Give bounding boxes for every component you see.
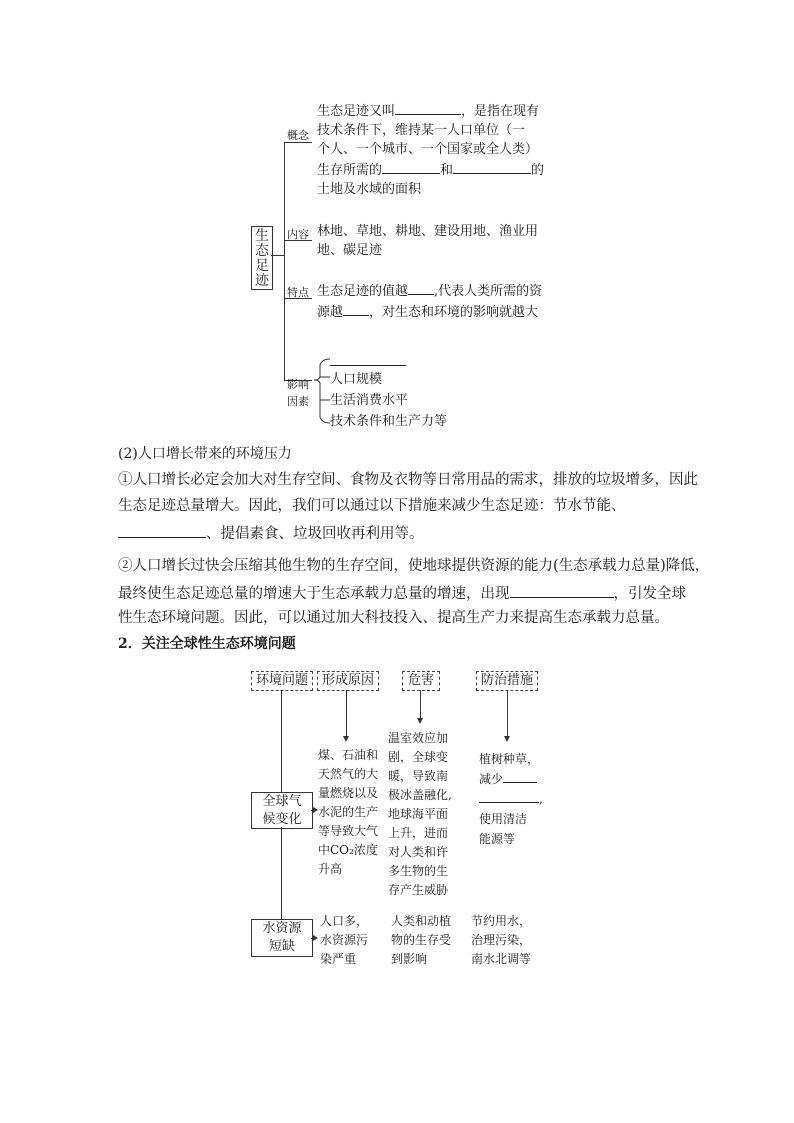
label-factor-2: 因素 <box>287 395 309 408</box>
header-environment-issue: 环境问题 <box>251 671 313 691</box>
diagram-trunk-2 <box>281 827 282 919</box>
factor-item-1: 人口规模 <box>330 372 383 387</box>
blank-fill[interactable] <box>408 280 434 295</box>
para1-line2: 生态足迹总量增大。因此，我们可以通过以下措施来减少生态足迹：节水节能、 <box>118 498 626 514</box>
climate-harm-line: 多生物的生 <box>388 864 449 878</box>
header-cause: 形成原因 <box>317 671 379 691</box>
mindmap-root-label: 生态足迹 <box>255 228 269 289</box>
para1-line1: ①人口增长必定会加大对生存空间、食物及衣物等日常用品的需求，排放的垃圾增多，因此 <box>118 472 698 488</box>
climate-measure-line4: 使用清洁 <box>479 812 528 826</box>
diagram-trunk <box>281 690 282 792</box>
concept-line2: 技术条件下，维持某一人口单位（一 <box>317 123 526 138</box>
para1-line3-text: 、提倡素食、垃圾回收再利用等。 <box>206 526 424 542</box>
arrow-harm-head <box>417 718 423 724</box>
water-cause <box>320 912 368 969</box>
climate-harm-line: 地球海平面 <box>388 807 449 821</box>
water-harm <box>391 912 451 969</box>
arrow-cause-head <box>343 736 349 742</box>
arrow-measure-line <box>507 690 508 738</box>
para2-line3: 性生态环境问题。因此，可以通过加大科技投入、提高生产力来提高生态承载力总量。 <box>118 610 669 626</box>
blank-fill[interactable] <box>382 159 440 174</box>
water-cause-line: 水资源污 <box>320 933 369 947</box>
label-factor-1: 影响 <box>287 378 309 391</box>
climate-measure <box>479 749 543 849</box>
climate-harm-line: 对人类和许 <box>388 845 449 859</box>
concept-line4-mid: 和 <box>440 163 454 178</box>
mindmap-trunk <box>284 142 285 381</box>
factor-item-3: 技术条件和生产力等 <box>330 414 448 429</box>
water-name-line1: 水资源 <box>262 921 302 936</box>
feature-line1-pre: 生态足迹的值越 <box>317 284 409 299</box>
concept-text <box>317 100 544 199</box>
blank-fill[interactable] <box>503 769 537 783</box>
climate-cause-line: 中CO₂浓度 <box>318 843 378 857</box>
factor-item-2: 生活消费水平 <box>330 393 409 408</box>
water-cause-line: 染严重 <box>320 952 357 966</box>
para2-line2 <box>118 583 686 603</box>
header-measure: 防治措施 <box>476 671 538 691</box>
climate-measure-line5: 能源等 <box>479 832 516 846</box>
water-shortage-box <box>251 919 313 957</box>
water-harm-line: 人类和动植 <box>391 914 452 928</box>
para2-line2-post: ，引发全球 <box>613 586 686 602</box>
climate-cause-line: 天然气的大 <box>318 767 379 781</box>
feature-line2-pre: 源越 <box>317 305 344 320</box>
blank-fill[interactable] <box>118 523 206 538</box>
concept-line5: 土地及水域的面积 <box>317 182 422 197</box>
climate-harm-line: 暖，导致南 <box>388 769 449 783</box>
feature-line1-post: ,代表人类所需的资 <box>434 284 543 299</box>
blank-fill[interactable] <box>479 789 539 803</box>
climate-cause-line: 水泥的生产 <box>318 805 379 819</box>
mindmap-root-box <box>251 226 273 290</box>
blank-fill[interactable] <box>395 100 461 115</box>
climate-change-box <box>251 792 313 829</box>
water-arrow-head <box>313 935 318 941</box>
blank-fill[interactable] <box>510 583 614 598</box>
climate-harm-line: 剧，全球变 <box>388 750 449 764</box>
concept-line4-post: 的 <box>531 163 545 178</box>
concept-line1-pre: 生态足迹又叫 <box>317 104 396 119</box>
blank-fill[interactable] <box>453 159 531 174</box>
content-line2: 地、碳足迹 <box>317 243 383 258</box>
climate-harm <box>388 729 452 900</box>
factor-bracket <box>306 355 332 427</box>
blank-fill[interactable] <box>343 301 369 316</box>
header-harm: 危害 <box>402 671 440 691</box>
climate-cause-line: 量燃烧以及 <box>318 786 379 800</box>
climate-cause <box>318 746 378 879</box>
concept-line1-post: ，是指在现有 <box>461 104 540 119</box>
water-measure-line: 节约用水， <box>471 914 532 928</box>
climate-cause-line: 煤、石油和 <box>318 748 379 762</box>
water-cause-line: 人口多， <box>320 914 369 928</box>
climate-harm-line: 温室效应加 <box>388 731 449 745</box>
mindmap-trunk-connector <box>271 255 284 256</box>
water-harm-line: 到影响 <box>391 952 428 966</box>
heading-2: 2．关注全球性生态环境问题 <box>118 636 296 652</box>
climate-harm-line: 极冰盖融化, <box>388 788 452 802</box>
water-measure <box>471 912 531 969</box>
section-heading: (2)人口增长带来的环境压力 <box>118 446 292 462</box>
arrow-cause-line <box>346 690 347 738</box>
climate-harm-line: 上升，进而 <box>388 826 449 840</box>
climate-measure-line2: 减少 <box>479 772 504 786</box>
label-feature: 特点 <box>287 286 309 299</box>
water-measure-line: 南水北调等 <box>471 952 532 966</box>
water-harm-line: 物的生存受 <box>391 933 452 947</box>
feature-line2-post: ，对生态和环境的影响就越大 <box>369 305 539 320</box>
climate-measure-line1: 植树种草， <box>479 752 540 766</box>
para1-line3 <box>118 523 424 543</box>
para2-line2-pre: 最终使生态足迹总量的增速大于生态承载力总量的增速，出现 <box>118 586 510 602</box>
feature-text <box>317 280 542 322</box>
content-line1: 林地、草地、耕地、建设用地、渔业用 <box>317 224 539 239</box>
climate-cause-line: 等导致大气 <box>318 824 379 838</box>
content-text <box>317 222 538 260</box>
climate-name-line1: 全球气 <box>262 794 302 809</box>
water-measure-line: 治理污染， <box>471 933 532 947</box>
label-concept: 概念 <box>287 129 309 142</box>
water-name-line2: 短缺 <box>268 939 295 954</box>
climate-measure-line3-post: , <box>539 792 543 806</box>
climate-harm-line: 存产生威胁 <box>388 883 449 897</box>
climate-cause-line: 升高 <box>318 862 343 876</box>
para2-line1: ②人口增长过快会压缩其他生物的生存空间，使地球提供资源的能力(生态承载力总量)降低， <box>118 558 710 574</box>
factor-blank[interactable] <box>330 365 406 366</box>
climate-name-line2: 候变化 <box>262 812 302 827</box>
label-content: 内容 <box>287 228 309 241</box>
concept-line3: 个人、一个城市、一个国家或全人类） <box>317 142 539 157</box>
arrow-measure-head <box>504 736 510 742</box>
arrow-harm-line <box>420 690 421 720</box>
concept-line4-pre: 生存所需的 <box>317 163 383 178</box>
